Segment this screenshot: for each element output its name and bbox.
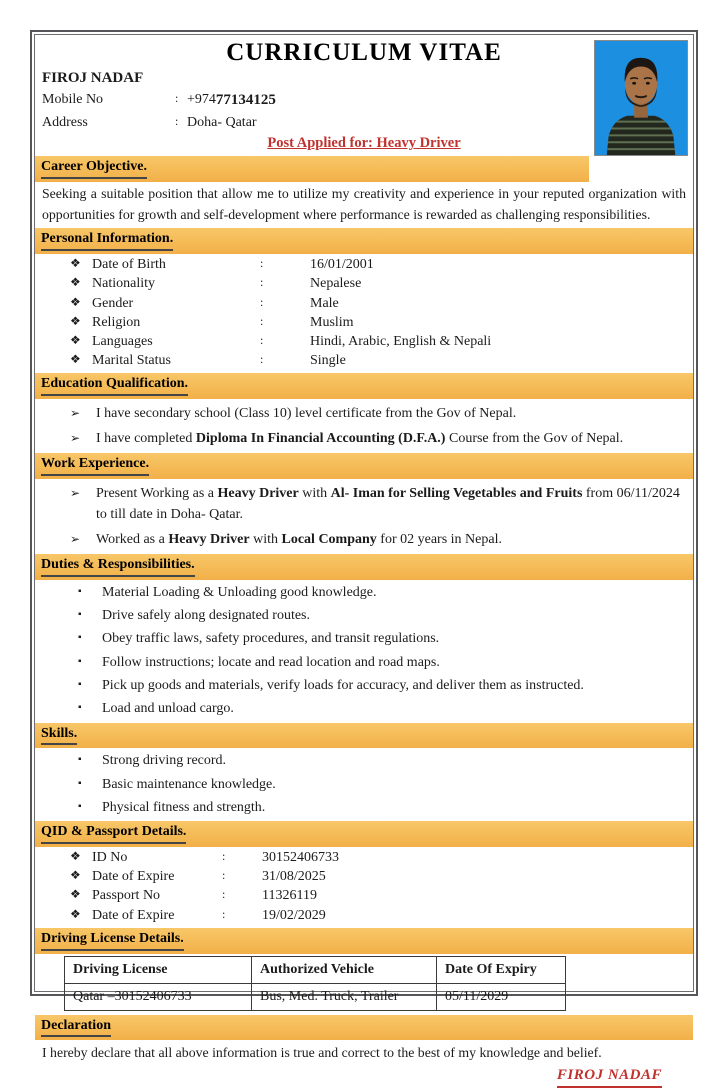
list-item: ❖ Gender : Male bbox=[42, 295, 686, 313]
page-title: CURRICULUM VITAE bbox=[226, 39, 502, 66]
driving-license-table bbox=[64, 956, 566, 1011]
post-applied-title: Post Applied for: Heavy Driver bbox=[267, 135, 461, 152]
qid-passport-list bbox=[42, 849, 686, 925]
section-heading-driving-license: Driving License Details. bbox=[35, 928, 693, 954]
column-header: Date Of Expiry bbox=[437, 956, 566, 983]
list-item: ❖ Passport No : 11326119 bbox=[42, 887, 686, 905]
address-value: Doha- Qatar bbox=[187, 114, 257, 130]
list-item: ❖ Marital Status : Single bbox=[42, 352, 686, 370]
candidate-name: FIROJ NADAF bbox=[42, 69, 144, 86]
list-item: ▪ Obey traffic laws, safety procedures, and transit regulations. bbox=[42, 629, 686, 649]
list-item: ▪ Pick up goods and materials, verify loads for accuracy, and deliver them as instructed. bbox=[42, 676, 686, 696]
square-bullet-icon: ▪ bbox=[78, 609, 82, 621]
list-item: ▪ Strong driving record. bbox=[42, 751, 686, 771]
table-cell: Bus, Med. Truck, Trailer bbox=[252, 983, 437, 1010]
table-header-row bbox=[65, 956, 566, 983]
square-bullet-icon: ▪ bbox=[78, 655, 82, 667]
mobile-colon: : bbox=[175, 90, 179, 105]
table-cell: 05/11/2029 bbox=[437, 983, 566, 1010]
address-colon: : bbox=[175, 113, 179, 128]
address-row bbox=[42, 112, 686, 134]
section-heading-personal-information: Personal Information. bbox=[35, 228, 693, 254]
list-item: ➢ Worked as a Heavy Driver with Local Company for 02 years in Nepal. bbox=[42, 529, 686, 550]
diamond-bullet-icon: ❖ bbox=[70, 352, 81, 367]
section-heading-declaration: Declaration bbox=[35, 1015, 693, 1041]
section-heading-work-experience: Work Experience. bbox=[35, 453, 693, 479]
person-photo-icon bbox=[595, 41, 687, 155]
column-header: Driving License bbox=[65, 956, 252, 983]
square-bullet-icon: ▪ bbox=[78, 754, 82, 766]
table-row bbox=[65, 983, 566, 1010]
arrow-bullet-icon: ➢ bbox=[70, 485, 81, 500]
section-heading-skills: Skills. bbox=[35, 723, 693, 749]
address-label: Address bbox=[42, 114, 88, 130]
personal-information-list bbox=[42, 256, 686, 370]
mobile-label: Mobile No bbox=[42, 91, 104, 107]
passport-photo bbox=[594, 40, 688, 156]
diamond-bullet-icon: ❖ bbox=[70, 868, 81, 883]
square-bullet-icon: ▪ bbox=[78, 800, 82, 812]
diamond-bullet-icon: ❖ bbox=[70, 906, 81, 921]
list-item: ▪ Load and unload cargo. bbox=[42, 699, 686, 719]
list-item: ➢ I have secondary school (Class 10) level certificate from the Gov of Nepal. bbox=[42, 403, 686, 424]
list-item: ❖ Nationality : Nepalese bbox=[42, 275, 686, 293]
list-item: ❖ Date of Birth : 16/01/2001 bbox=[42, 256, 686, 274]
list-item: ▪ Basic maintenance knowledge. bbox=[42, 775, 686, 795]
list-item: ▪ Follow instructions; locate and read location and road maps. bbox=[42, 653, 686, 673]
square-bullet-icon: ▪ bbox=[78, 585, 82, 597]
diamond-bullet-icon: ❖ bbox=[70, 333, 81, 347]
list-item: ▪ Physical fitness and strength. bbox=[42, 798, 686, 818]
section-heading-career-objective: Career Objective. bbox=[35, 156, 589, 182]
diamond-bullet-icon: ❖ bbox=[70, 275, 81, 290]
career-objective-text: Seeking a suitable position that allow me to utilize my creativity and experience in your reputed organization with opportunities for growth and self-development where performance is rewarded as challenging responsibilities. bbox=[42, 186, 686, 222]
column-header: Authorized Vehicle bbox=[252, 956, 437, 983]
list-item: ❖ Date of Expire : 31/08/2025 bbox=[42, 868, 686, 886]
list-item: ➢ Present Working as a Heavy Driver with Al- Iman for Selling Vegetables and Fruits from 06/11/2024 to till date in Doha- Qatar. bbox=[42, 483, 686, 525]
diamond-bullet-icon: ❖ bbox=[70, 849, 81, 864]
list-item: ❖ ID No : 30152406733 bbox=[42, 849, 686, 867]
square-bullet-icon: ▪ bbox=[78, 777, 82, 789]
section-heading-duties-responsibilities: Duties & Responsibilities. bbox=[35, 554, 693, 580]
declaration-text: I hereby declare that all above information is true and correct to the best of my knowledge and belief. bbox=[42, 1045, 602, 1061]
diamond-bullet-icon: ❖ bbox=[70, 887, 81, 902]
table-cell: Qatar –30152406733 bbox=[65, 983, 252, 1010]
list-item: ❖ Languages : Hindi, Arabic, English & Nepali bbox=[42, 333, 686, 351]
diamond-bullet-icon: ❖ bbox=[70, 256, 81, 271]
arrow-bullet-icon: ➢ bbox=[70, 406, 81, 421]
diamond-bullet-icon: ❖ bbox=[70, 313, 81, 328]
list-item: ▪ Drive safely along designated routes. bbox=[42, 606, 686, 626]
mobile-prefix: +974 bbox=[187, 91, 216, 107]
section-heading-qid-passport: QID & Passport Details. bbox=[35, 821, 693, 847]
arrow-bullet-icon: ➢ bbox=[70, 531, 81, 546]
list-item: ➢ I have completed Diploma In Financial Accounting (D.F.A.) Course from the Gov of Nepal. bbox=[42, 428, 686, 449]
arrow-bullet-icon: ➢ bbox=[70, 431, 81, 446]
document-page bbox=[34, 34, 694, 1084]
signature-row bbox=[42, 1066, 686, 1088]
list-item: ▪ Material Loading & Unloading good knowledge. bbox=[42, 583, 686, 603]
document-frame bbox=[30, 30, 698, 1084]
list-item: ❖ Religion : Muslim bbox=[42, 314, 686, 332]
mobile-row bbox=[42, 89, 686, 112]
square-bullet-icon: ▪ bbox=[78, 702, 82, 714]
list-item: ❖ Date of Expire : 19/02/2029 bbox=[42, 907, 686, 925]
square-bullet-icon: ▪ bbox=[78, 678, 82, 690]
square-bullet-icon: ▪ bbox=[78, 632, 82, 644]
signature: FIROJ NADAF bbox=[557, 1067, 662, 1088]
diamond-bullet-icon: ❖ bbox=[70, 294, 81, 309]
section-heading-education-qualification: Education Qualification. bbox=[35, 373, 693, 399]
mobile-number: 77134125 bbox=[215, 91, 276, 108]
